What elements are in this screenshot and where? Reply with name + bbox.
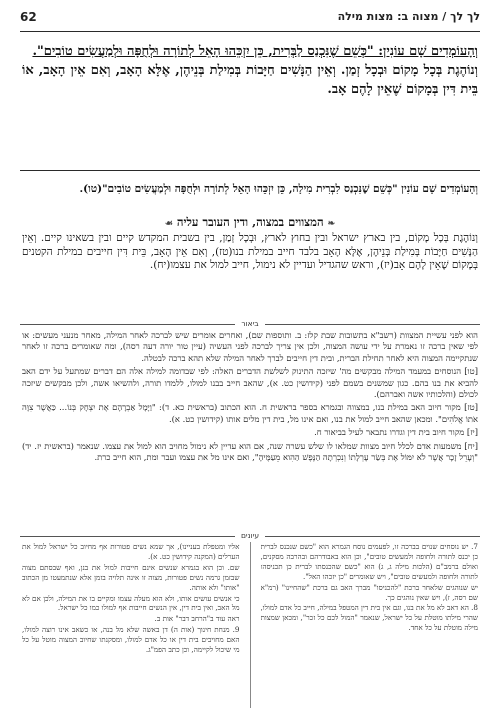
footnote: ראה עוד ב"הרחב דבר" אות ב. (154, 614, 240, 624)
footnote: כי אנשים עושים אותו, ולא הוא מעלה עצמו ומקיים בו את המילה, ולכן אם לא מל האב, ואין בית דין, אין הנשים חייבות אף למולו כמו כל ישראל. (22, 593, 240, 613)
commentary-paragraph: [יח] משמעות אדם לכלל חיוב מצוות שמלאו לו שלש עשרה שנה, אם הוא עדיין לא נימול מחויב הוא למול את עצמו. שנאמר (בראשית יז. יד) "וְעָרֵל זָכָר אֲשֶׁר לֹא יִמּוֹל אֶת בְּשַׂר עָרְלָתוֹ וְנִכְרְתָה הַנֶּפֶשׁ הַהִוא מֵעַמֶּיהָ", ואם אינו מל את עצמו ועבר ומת, הוא חייב כרת. (22, 440, 478, 463)
footnotes-columns (22, 542, 478, 708)
footnote: שם. וכן הוא בגמרא שנשים אינם חייבות למול את בנן, ואף שבסתם מצוה שבזמן גרמה נשים פטורות, מצוה זו אינה תלויה בזמן אלא שנתמעטו מן הכתוב "אותו" ולא אותה. (22, 562, 240, 592)
footnote: 8. הא דאב לא מל את בנו, וגם אין בית דין המטפל במילה, חייב כל אדם למולו, שהרי מילתו מוטלת על כל ישראל, שנאמר "המול לכם כל זכר", ומכאן שמצות מילה מוטלת על כל אחד. (260, 603, 478, 633)
commentary-block (22, 330, 478, 465)
running-header (20, 10, 480, 28)
section-heading-text: המצווים במצוה, ודין העובר עליה (176, 215, 324, 229)
source-paragraph-1: וְהָעוֹמְדִים שָׁם עוֹנִין: "כְּשֵׁם שֶׁנִּכְנַס לַבְּרִית, כֵּן יִזְכֵּהוּ הָאֵל לְתוֹרָה וּלְחֻפָּה וּלְמַעֲשִׂים טוֹבִים". (32, 44, 478, 59)
column-separator (250, 542, 251, 708)
source-divider (20, 170, 480, 171)
running-head-title: לך לך / מצוה ב: מצות מילה (337, 10, 480, 23)
footnote: 9. מנחת חינוך (אות ה) דן באשה שלא מל בנה, או כשאב אינו רוצה למולו, האם מחויבים בית דין או כל אדם למולו, ומסקנתו שחיוב המצוה מוטל על כל מי שיכול לקיימה, וכן כתב הפמ"ג. (22, 625, 240, 655)
expanded-paragraph-1: וְהָעוֹמְדִים שָׁם עוֹנִין "כְּשֵׁם שֶׁנִּכְנַס לִבְרִית מִילָה, כֵּן יִזְכֵּהוּ הָאֵל לְתוֹרָה וּלְחֻפָּה וּלְמַעֲשִׂים טוֹבִים"(טו). (79, 183, 478, 195)
expanded-text-1 (22, 182, 478, 196)
commentary-paragraph: [טז] מקור חיוב האב במילת בנו, במצווה ובגמרא בספר בראשית ח. הוא הכתוב (בראשית כא. ד): "וַיָּמָל אַבְרָהָם אֶת יִצְחָק בְּנוֹ... כַּאֲשֶׁר צִוָּה אֹתוֹ אֱלֹהִים". ומכאן שהאב חייב למול את בנו, ואם אינו מל, בית דין מלים אותו (קידושין כט. א). (22, 402, 478, 424)
section-heading (22, 215, 478, 229)
commentary-paragraph: [יז] מקור חיוב בית דין וגדרו נתבאר לעיל בביאור ח. (314, 427, 478, 438)
source-text-block (22, 42, 478, 99)
footnote: יש שנוהגים שלאחר ברכת "להכניסו" מברך האב גם ברכת "שהחיינו" (רמ"א שם רסה, ז), ויש שאין נוהגים כך. (260, 582, 478, 602)
expanded-text-2 (22, 232, 478, 273)
page-number: 62 (20, 10, 37, 24)
header-divider (20, 31, 480, 32)
source-paragraph-2: וְנוֹהֶגֶת בְּכָל מָקוֹם וּבְכָל זְמַן. וְאֵין הַנָּשִׁים חַיָּבוֹת בְּמִילַת בְּנֵיהֶן, אֶלָּא הָאָב, וְאִם אֵין הָאָב, אוֹ בֵּית דִּין בְּמָקוֹם שֶׁאֵין לָהֶם אָב. (22, 63, 478, 97)
footnote: אליו ומטפלת בעניינו), אך שמא נשים פטורות אף מחיוב כל ישראל למול את הערלים (המקנה קידושין כט. א). (22, 542, 240, 561)
ornament-icon: ☙ (164, 219, 173, 229)
commentary-label: ביאור (0, 319, 500, 328)
commentary-paragraph: [טו] הנוסחים במעמד המילה מבקשים מה' שיזכה התינוק לשלשת הדברים האלה: לפי שבדומה למילה אלה הם דברים שמתעל על ידם האב להביא את בנו בהם. כגון שמשנים בשמם לפני (קידושין כט. א), שהאב חייב בבנו למולו, ללמדו תורה, ולהשיאו אשה, ולכן מבקשים שיזכה לכולם (והלכותיו אשה ואברהם). (22, 366, 478, 400)
expanded-paragraph-2: וְנוֹהֶגֶת בְּכָל מָקוֹם, בין בארץ ישראל ובין בחוץ לארץ, וּבְכָל זְמַן, בין בשבית המקדש קיים ובין בשאינו קיים. וְאֵין הַנָּשִׁים חַיָּבוֹת בְּמִילַת בְּנֵיהֶן, אֶלָּא הָאָב בלבד חייב במילת בנו(טז), וְאִם אֵין הָאָב, בֵּית דִּין חייבים במילת הקטנים בְּמָקוֹם שֶׁאֵין לָהֶם אָב(יז), וראש שהגדיל ועדיין לא נימול, חייב למול את עצמו(יח). (22, 232, 478, 271)
footnotes-column-left (22, 542, 240, 708)
commentary-paragraph: הוא לפני עשיית המצוות (רשב"א בתשובות שבת קלז: ב. ותוספות שם), ואחרים אומרים שיש לברכה לאחר המילה, מאחר מנעני מעשים: או לפי שאין ברכה זו נאמרת על ידי עושה המצוה, ולכן אין צריך לברכה לפני העשיה (עיין טור יורה דעה רסה), ומה שאומרים ברכה זו לאחר שנתקיימה המצוה היא לאחר תחילת הברית, ובית דין חייבים לברך לאחר המילה שלא תהא ברכה לבטלה. (22, 330, 478, 363)
ornament-icon: ❧ (327, 219, 336, 229)
footnote: 7. יש נוסחים שנוים בברכה זו, לפעמים נוסח הגמרא הוא "כשם שנכנס לברית כן יכנס לתורה ולחופה ולמעשים טובים", וכן הוא באבודרהם ובהרבה מסקנים, ואולם ברמב"ם (הלכות מילה ג, ג) הוא "כשם שהכנסתו לברית כן תכניסהו לתורה ולחופה ולמעשים טובים", ויש שאומרים "כן יזכהו האל". (260, 542, 478, 581)
footnotes-column-right (261, 542, 479, 708)
notes-label: עיונים (0, 531, 500, 540)
